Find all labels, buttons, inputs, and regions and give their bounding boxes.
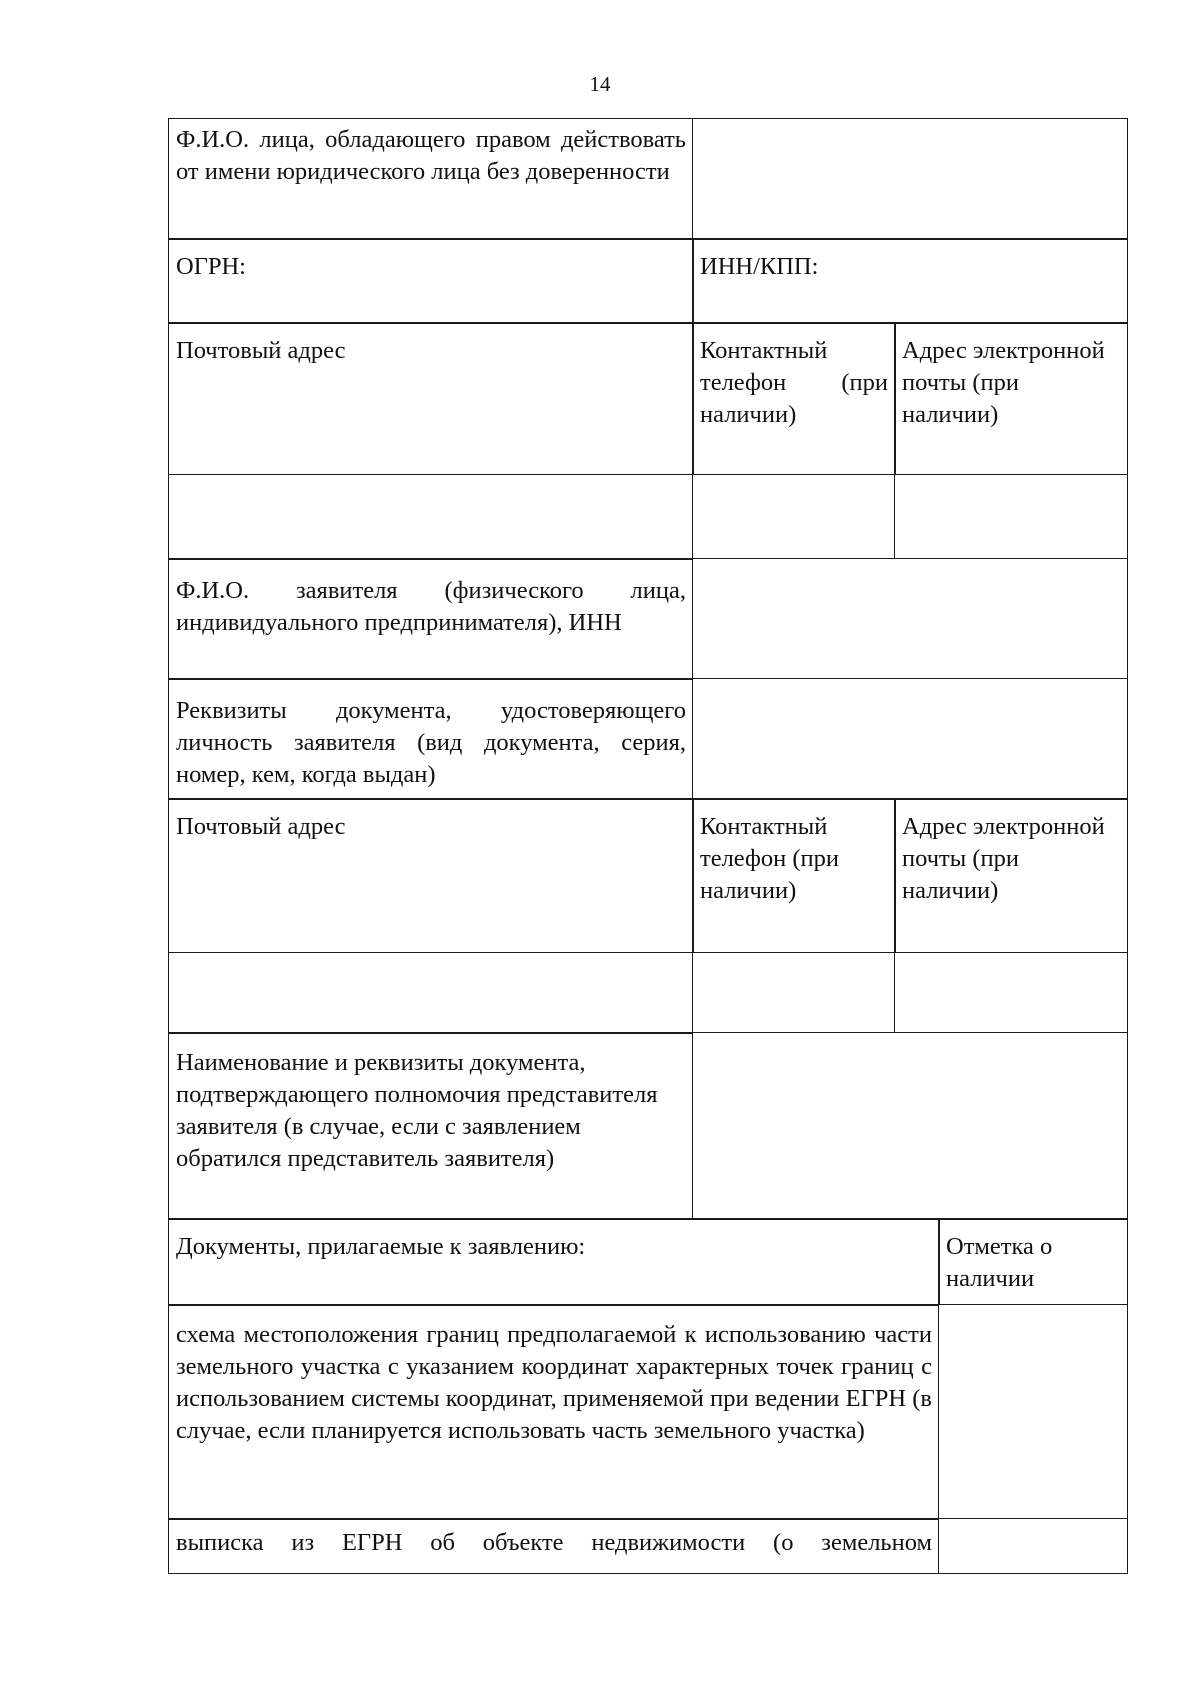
postal-address-field-2[interactable]	[168, 952, 694, 1034]
email-label: Адрес электронной почты (при наличии)	[894, 322, 1128, 476]
authority-doc-label: Наименование и реквизиты документа, подтверждающего полномочия представителя заявителя (в случае, если с заявлением обратился представитель заявителя)	[168, 1032, 694, 1220]
identity-doc-field[interactable]	[692, 678, 1128, 800]
email-label-2: Адрес электронной почты (при наличии)	[894, 798, 1128, 954]
postal-address-label-2: Почтовый адрес	[168, 798, 694, 954]
email-field-2[interactable]	[894, 952, 1128, 1034]
identity-doc-label: Реквизиты документа, удостоверяющего личность заявителя (вид документа, серия, номер, кем, когда выдан)	[168, 678, 694, 800]
postal-address-field[interactable]	[168, 474, 694, 560]
applicant-name-label: Ф.И.О. заявителя (физического лица, индивидуального предпринимателя), ИНН	[168, 558, 694, 680]
doc-egrn-extract-mark[interactable]	[938, 1518, 1128, 1574]
email-field[interactable]	[894, 474, 1128, 560]
doc-scheme-mark[interactable]	[938, 1304, 1128, 1520]
contact-phone-label: Контактный телефон (при наличии)	[692, 322, 896, 476]
contact-phone-field[interactable]	[692, 474, 896, 560]
contact-phone-label-2: Контактный телефон (при наличии)	[692, 798, 896, 954]
doc-egrn-extract-label: выписка из ЕГРН об объекте недвижимости (о земельном	[168, 1518, 940, 1574]
availability-mark-label: Отметка о наличии	[938, 1218, 1128, 1306]
applicant-name-field[interactable]	[692, 558, 1128, 680]
attached-docs-label: Документы, прилагаемые к заявлению:	[168, 1218, 940, 1306]
contact-phone-field-2[interactable]	[692, 952, 896, 1034]
doc-scheme-label: схема местоположения границ предполагаемой к использованию части земельного участка с указанием координат характерных точек границ с использованием системы координат, применяемой при ведении ЕГРН (в случае, если планируется использовать часть земельного участка)	[168, 1304, 940, 1520]
legal-rep-name-label: Ф.И.О. лица, обладающего правом действовать от имени юридического лица без доверенности	[168, 118, 694, 240]
authority-doc-field[interactable]	[692, 1032, 1128, 1220]
page-number: 14	[589, 72, 611, 96]
ogrn-label: ОГРН:	[168, 238, 694, 324]
inn-kpp-label: ИНН/КПП:	[692, 238, 1128, 324]
legal-rep-name-field[interactable]	[692, 118, 1128, 240]
postal-address-label: Почтовый адрес	[168, 322, 694, 476]
